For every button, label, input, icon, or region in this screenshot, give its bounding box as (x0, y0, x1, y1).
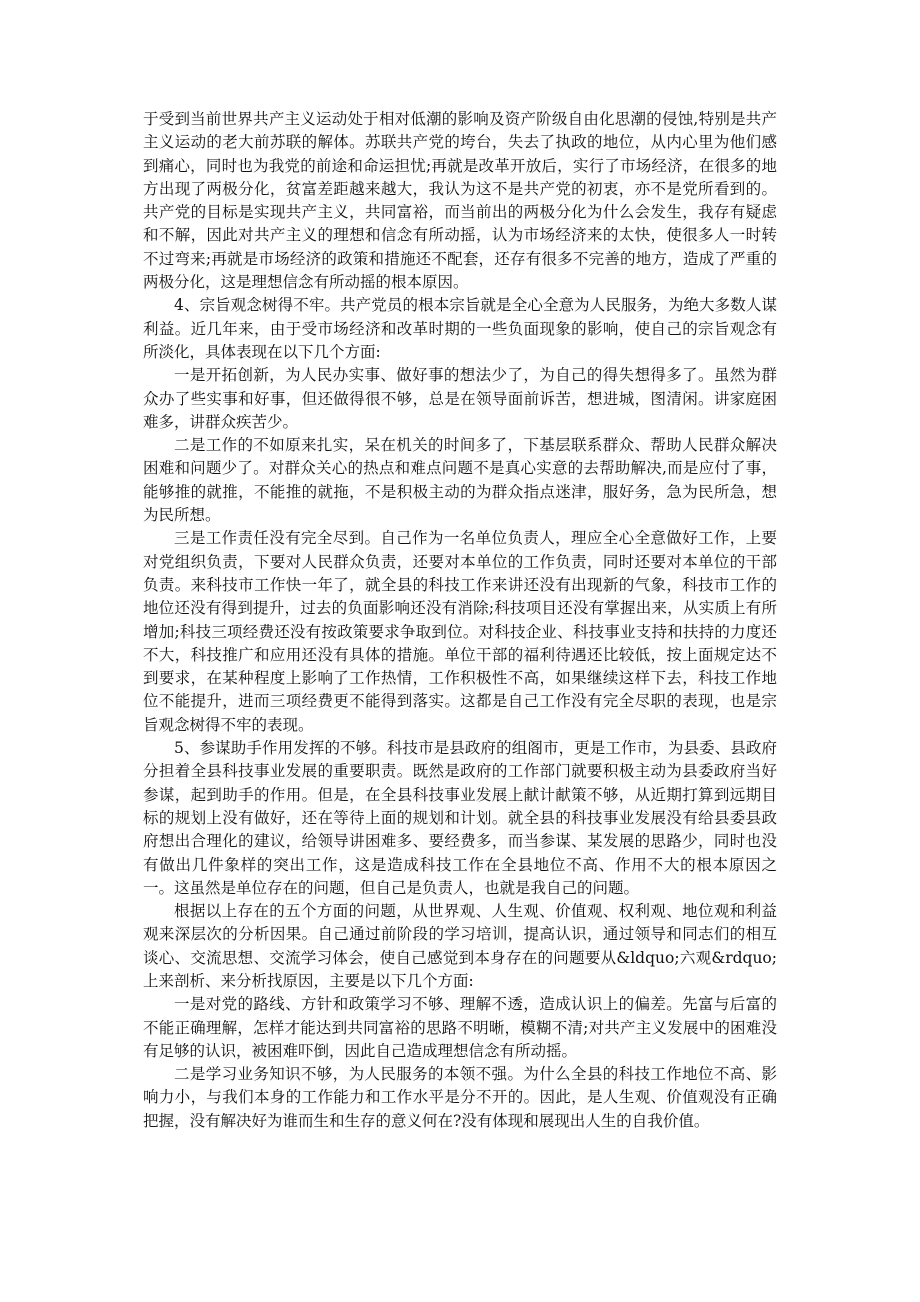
paragraph-5: 三是工作责任没有完全尽到。自己作为一名单位负责人，理应全心全意做好工作，上要对党组织负责，下要对人民群众负责，还要对本单位的工作负责，同时还要对本单位的干部负责。来科技市工作快一年了，就全县的科技工作来讲还没有出现新的气象，科技市工作的地位还没有得到提升，过去的负面影响还没有消除;科技项目还没有掌握出来，从实质上有所增加;科技三项经费还没有按政策要求争取到位。对科技企业、科技事业支持和扶持的力度还不大，科技推广和应用还没有具体的措施。单位干部的福利待遇还比较低，按上面规定达不到要求，在某种程度上影响了工作热情，工作积极性不高，如果继续这样下去，科技工作地位不能提升，进而三项经费更不能得到落实。这都是自己工作没有完全尽职的表现，也是宗旨观念树得不牢的表现。 (143, 529, 777, 734)
paragraph-4: 二是工作的不如原来扎实，呆在机关的时间多了，下基层联系群众、帮助人民群众解决困难和问题少了。对群众关心的热点和难点问题不是真心实意的去帮助解决,而是应付了事，能够推的就推，不能推的就拖，不是积极主动的为群众指点迷津，服好务，急为民所急，想为民所想。 (143, 436, 777, 525)
paragraph-9: 二是学习业务知识不够，为人民服务的本领不强。为什么全县的科技工作地位不高、影响力小，与我们本身的工作能力和工作水平是分不开的。因此，是人生观、价值观没有正确把握，没有解决好为谁而生和生存的意义何在?没有体现和展现出人生的自我价值。 (143, 1065, 777, 1130)
paragraph-7: 根据以上存在的五个方面的问题，从世界观、人生观、价值观、权利观、地位观和利益观来深层次的分析因果。自己通过前阶段的学习培训，提高认识，通过领导和同志们的相互谈心、交流思想、交流学习体会，使自己感觉到本身存在的问题要从&ldquo;六观&rdquo;上来剖析、来分析找原因，主要是以下几个方面: (143, 902, 777, 990)
paragraph-2: 4、宗旨观念树得不牢。共产党员的根本宗旨就是全心全意为人民服务，为绝大多数人谋利益。近几年来，由于受市场经济和改革时期的一些负面现象的影响，使自己的宗旨观念有所淡化，具体表现在以下几个方面: (143, 296, 777, 361)
document-body (143, 108, 777, 1133)
paragraph-8: 一是对党的路线、方针和政策学习不够、理解不透，造成认识上的偏差。先富与后富的不能正确理解，怎样才能达到共同富裕的思路不明晰，模糊不清;对共产主义发展中的困难没有足够的认识，被困难吓倒，因此自己造成理想信念有所动摇。 (143, 995, 777, 1060)
paragraph-6: 5、参谋助手作用发挥的不够。科技市是县政府的组阁市，更是工作市，为县委、县政府分担着全县科技事业发展的重要职责。既然是政府的工作部门就要积极主动为县委政府当好参谋，起到助手的作用。但是，在全县科技事业发展上献计献策不够，从近期打算到远期目标的规划上没有做好，还在等待上面的规划和计划。就全县的科技事业发展没有给县委县政府想出合理化的建议，给领导讲困难多、要经费多，而当参谋、某发展的思路少，同时也没有做出几件象样的突出工作，这是造成科技工作在全县地位不高、作用不大的根本原因之一。这虽然是单位存在的问题，但自己是负责人，也就是我自己的问题。 (143, 739, 777, 897)
paragraph-1: 于受到当前世界共产主义运动处于相对低潮的影响及资产阶级自由化思潮的侵蚀,特别是共产主义运动的老大前苏联的解体。苏联共产党的垮台，失去了执政的地位，从内心里为他们感到痛心，同时也为我党的前途和命运担忧;再就是改革开放后，实行了市场经济，在很多的地方出现了两极分化，贫富差距越来越大，我认为这不是共产党的初衷，亦不是党所看到的。共产党的目标是实现共产主义，共同富裕，而当前出的两极分化为什么会发生，我存有疑虑和不解，因此对共产主义的理想和信念有所动摇，认为市场经济来的太快，使很多人一时转不过弯来;再就是市场经济的政策和措施还不配套，还存有很多不完善的地方，造成了严重的两极分化，这是理想信念有所动摇的根本原因。 (143, 110, 777, 292)
paragraph-3: 一是开拓创新，为人民办实事、做好事的想法少了，为自己的得失想得多了。虽然为群众办了些实事和好事，但还做得很不够，总是在领导面前诉苦，想进城，图清闲。讲家庭困难多，讲群众疾苦少。 (143, 366, 777, 431)
